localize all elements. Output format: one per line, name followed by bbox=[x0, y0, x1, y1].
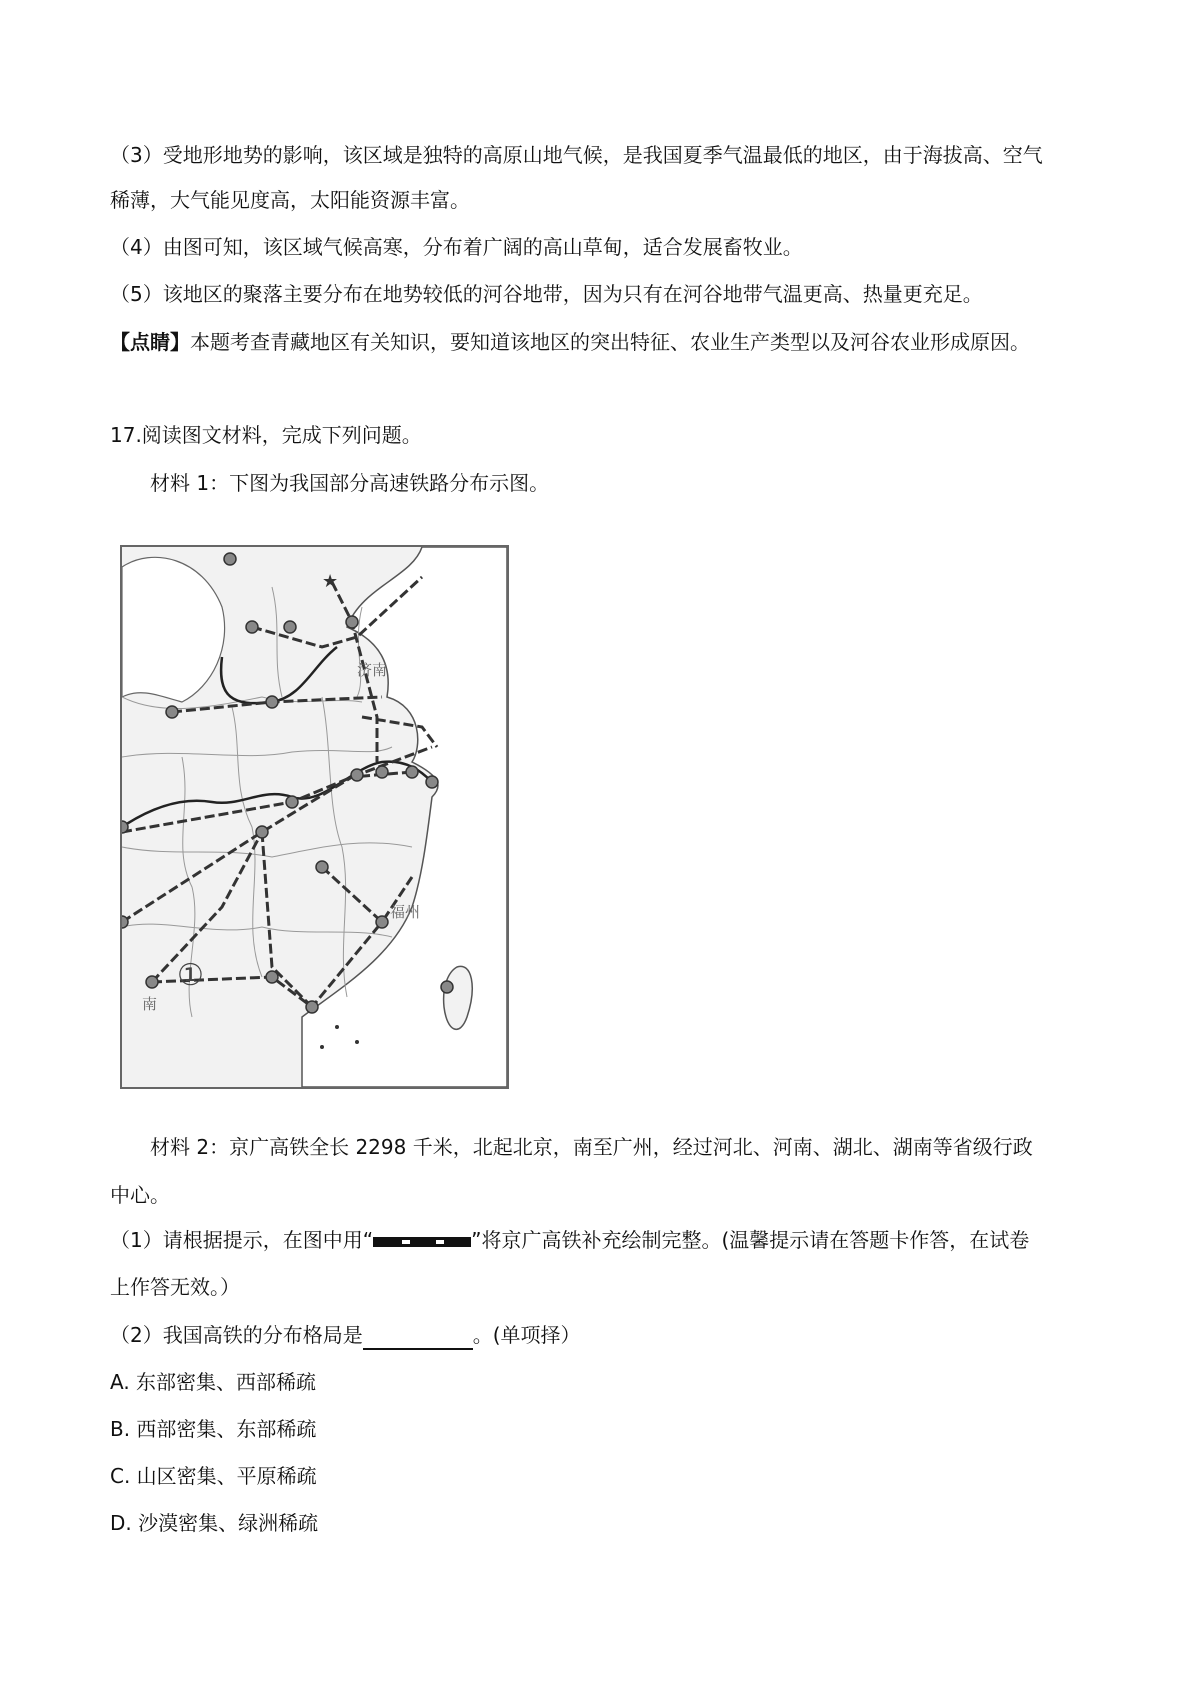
note-label: 【点睛】 bbox=[110, 330, 190, 354]
question17-q2 bbox=[110, 1320, 581, 1350]
question17-q1 bbox=[110, 1225, 1029, 1255]
analysis-p5: （5）该地区的聚落主要分布在地势较低的河谷地带，因为只有在河谷地带气温更高、热量更充足。 bbox=[110, 282, 983, 306]
map-label-fuzhou: 福州 bbox=[390, 903, 421, 921]
railway-legend-icon bbox=[373, 1237, 471, 1247]
map-region-northwest bbox=[122, 557, 225, 702]
rail-line-4 bbox=[122, 747, 432, 832]
railway-map bbox=[120, 545, 509, 1089]
map-yellow-river bbox=[221, 647, 337, 703]
option-d: D. 沙漠密集、绿洲稀疏 bbox=[110, 1511, 319, 1535]
q1-text-part1: （1）请根据提示，在图中用“ bbox=[110, 1228, 374, 1252]
question17-stem: 17.阅读图文材料，完成下列问题。 bbox=[110, 423, 422, 447]
map-marker-1: ① bbox=[177, 958, 204, 993]
answer-blank[interactable] bbox=[363, 1326, 473, 1350]
railway-map-svg bbox=[122, 547, 507, 1087]
q2-text-part2: 。(单项择） bbox=[472, 1323, 581, 1347]
option-a: A. 东部密集、西部稀疏 bbox=[110, 1370, 317, 1394]
analysis-note bbox=[110, 327, 1030, 357]
rail-line-8 bbox=[152, 832, 262, 982]
analysis-p3-line2: 稀薄，大气能见度高，太阳能资源丰富。 bbox=[110, 188, 470, 212]
note-text: 本题考查青藏地区有关知识，要知道该地区的突出特征、农业生产类型以及河谷农业形成原因。 bbox=[190, 330, 1030, 354]
analysis-p4: （4）由图可知，该区域气候高寒，分布着广阔的高山草甸，适合发展畜牧业。 bbox=[110, 235, 803, 259]
question17-q1-line2: 上作答无效。） bbox=[110, 1275, 240, 1299]
option-c: C. 山区密集、平原稀疏 bbox=[110, 1464, 317, 1488]
option-b: B. 西部密集、东部稀疏 bbox=[110, 1417, 317, 1441]
material2-line1: 材料 2：京广高铁全长 2298 千米，北起北京，南至广州，经过河北、河南、湖北、湖南等省级行政 bbox=[150, 1135, 1033, 1159]
map-label-nan: 南 bbox=[142, 995, 158, 1013]
material2-line2: 中心。 bbox=[110, 1183, 170, 1207]
q2-text-part1: （2）我国高铁的分布格局是 bbox=[110, 1323, 363, 1347]
map-label-jinan: 济南 bbox=[357, 661, 388, 679]
map-sea bbox=[302, 547, 507, 1087]
analysis-p3-line1: （3）受地形地势的影响，该区域是独特的高原山地气候，是我国夏季气温最低的地区，由于海拔高、空气 bbox=[110, 143, 1043, 167]
material1-text: 材料 1：下图为我国部分高速铁路分布示图。 bbox=[150, 471, 550, 495]
beijing-star-icon: ★ bbox=[322, 571, 339, 592]
q1-text-part2: ”将京广高铁补充绘制完整。(温馨提示请在答题卡作答，在试卷 bbox=[471, 1228, 1030, 1252]
